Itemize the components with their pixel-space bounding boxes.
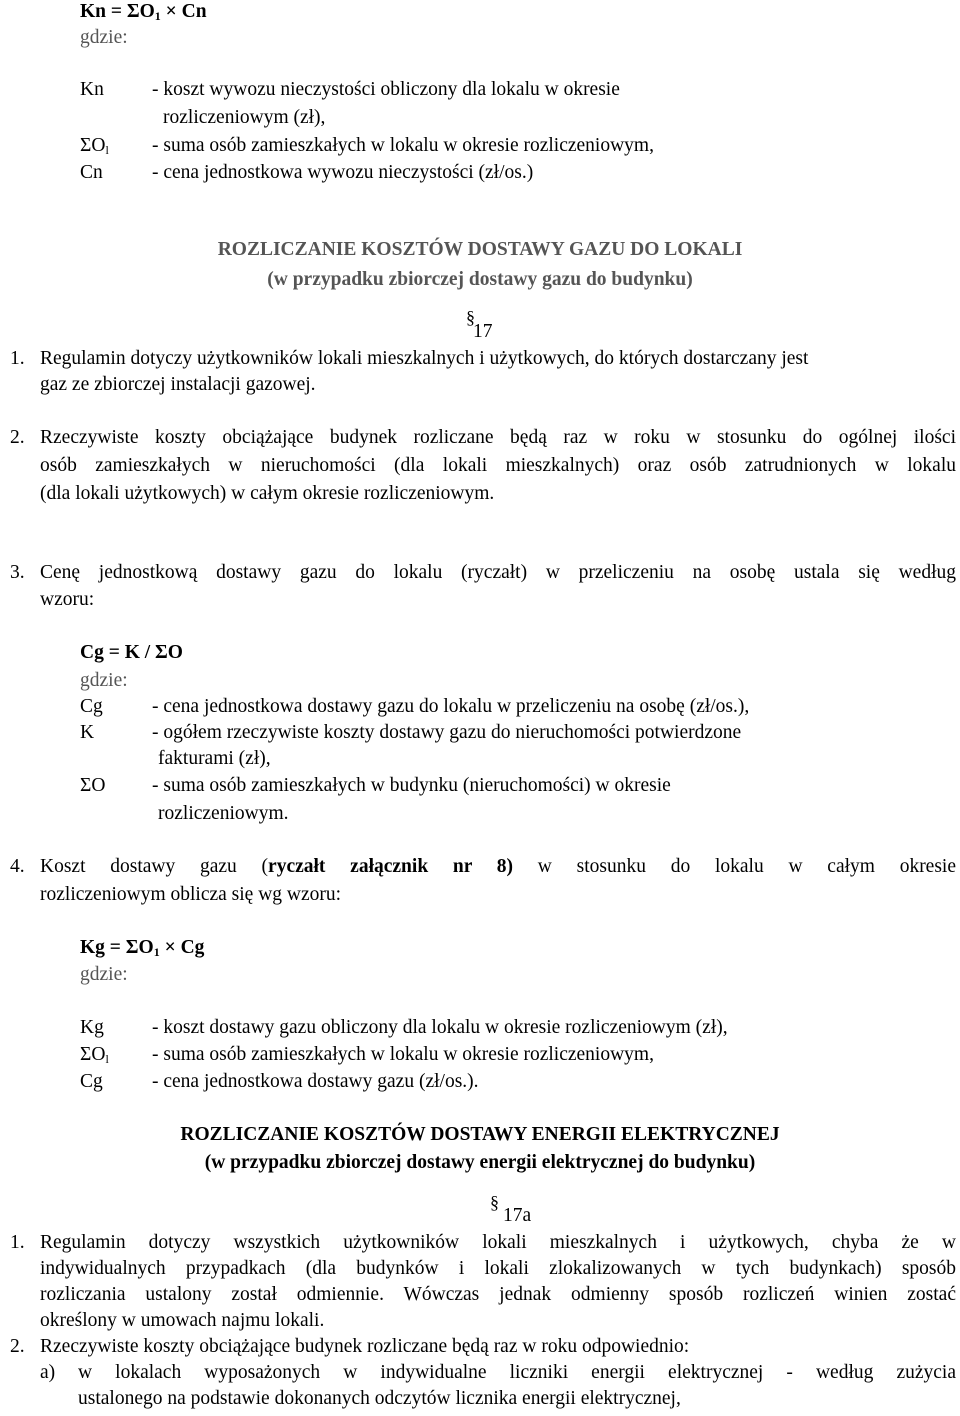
kg-gdzie-label: gdzie: [80, 964, 128, 985]
paragraph-line: rozliczania ustalony został odmiennie. Wówczas jednak odmienny sposób rozliczeń winien zostać [40, 1284, 956, 1305]
paragraph-number: 1. [10, 1232, 25, 1253]
elec-section-subheading: (w przypadku zbiorczej dostawy energii elektrycznej do budynku) [204, 1152, 756, 1173]
def-symbol: $\Sigma O_l$ [80, 135, 109, 157]
def-description: - cena jednostkowa dostawy gazu (zł/os.). [152, 1071, 479, 1092]
def-description: - cena jednostkowa dostawy gazu do lokalu w przeliczeniu na osobę (zł/os.), [152, 696, 750, 717]
kn-gdzie-label: gdzie: [80, 27, 128, 48]
def-symbol: Kn [80, 79, 104, 100]
paragraph-line: Rzeczywiste koszty obciążające budynek rozliczane będą raz w roku w stosunku do ogólnej ilości [40, 427, 956, 448]
list-item-label: a) [40, 1362, 56, 1383]
paragraph-line: wzoru: [40, 589, 95, 610]
def-symbol: Cg [80, 696, 103, 717]
kn-formula: $Kn = \Sigma O_1 \times Cn$ [80, 1, 207, 23]
section-number: 17a [503, 1205, 532, 1226]
gas-section-subheading: (w przypadku zbiorczej dostawy gazu do budynku) [267, 269, 693, 290]
paragraph-line: w lokalach wyposażonych w indywidualne liczniki energii elektrycznej - według zużycia [78, 1362, 956, 1383]
def-description: - suma osób zamieszkałych w lokalu w okresie rozliczeniowym, [152, 1044, 654, 1065]
paragraph-number: 3. [10, 562, 25, 583]
paragraph-line: Regulamin dotyczy wszystkich użytkowników lokali mieszkalnych i użytkowych, chyba że w [40, 1232, 956, 1253]
def-symbol: ΣO [80, 775, 106, 796]
paragraph-line: rozliczeniowym oblicza się wg wzoru: [40, 884, 342, 905]
paragraph-line: Koszt dostawy gazu (ryczałt załącznik nr 8) w stosunku do lokalu w całym okresie [40, 856, 957, 877]
def-description: rozliczeniowym. [158, 803, 289, 824]
elec-section-heading: ROZLICZANIE KOSZTÓW DOSTAWY ENERGII ELEKTRYCZNEJ [180, 1124, 780, 1145]
gas-section-heading: ROZLICZANIE KOSZTÓW DOSTAWY GAZU DO LOKALI [217, 239, 743, 260]
def-symbol: K [80, 722, 95, 743]
def-symbol: Cn [80, 162, 103, 183]
def-description: rozliczeniowym (zł), [163, 107, 326, 128]
paragraph-number: 2. [10, 1336, 25, 1357]
paragraph-line: Regulamin dotyczy użytkowników lokali mieszkalnych i użytkowych, do których dostarczany jest [40, 348, 809, 369]
kg-formula: $Kg = \Sigma O_1 \times Cg$ [80, 937, 205, 959]
def-description: - cena jednostkowa wywozu nieczystości (zł/os.) [152, 162, 534, 183]
paragraph-line: indywidualnych przypadkach (dla budynków i lokali zlokalizowanych w tych budynkach) sposób [40, 1258, 956, 1279]
paragraph-line: (dla lokali użytkowych) w całym okresie rozliczeniowym. [40, 483, 495, 504]
paragraph-line: określony w umowach najmu lokali. [40, 1310, 325, 1331]
paragraph-line: gaz ze zbiorczej instalacji gazowej. [40, 374, 316, 395]
cg-gdzie-label: gdzie: [80, 670, 128, 691]
paragraph-line: Cenę jednostkową dostawy gazu do lokalu (ryczałt) w przeliczeniu na osobę ustala się według [40, 562, 956, 583]
def-description: - suma osób zamieszkałych w lokalu w okresie rozliczeniowym, [152, 135, 654, 156]
section-sign: § [466, 307, 475, 327]
paragraph-number: 2. [10, 427, 25, 448]
section-number: 17 [473, 321, 493, 342]
def-description: fakturami (zł), [158, 748, 271, 769]
def-description: - suma osób zamieszkałych w budynku (nieruchomości) w okresie [152, 775, 671, 796]
def-symbol: Cg [80, 1071, 103, 1092]
paragraph-number: 1. [10, 348, 25, 369]
paragraph-line: Rzeczywiste koszty obciążające budynek rozliczane będą raz w roku odpowiednio: [40, 1336, 690, 1357]
def-description: - ogółem rzeczywiste koszty dostawy gazu do nieruchomości potwierdzone [152, 722, 742, 743]
paragraph-number: 4. [10, 856, 25, 877]
paragraph-line: ustalonego na podstawie dokonanych odczytów licznika energii elektrycznej, [78, 1388, 681, 1409]
paragraph-line: osób zamieszkałych w nieruchomości (dla lokali mieszkalnych) oraz osób zatrudnionych w lokalu [40, 455, 956, 476]
def-symbol: $\Sigma O_l$ [80, 1044, 109, 1066]
def-description: - koszt wywozu nieczystości obliczony dla lokalu w okresie [152, 79, 620, 100]
def-description: - koszt dostawy gazu obliczony dla lokalu w okresie rozliczeniowym (zł), [152, 1017, 728, 1038]
def-symbol: Kg [80, 1017, 104, 1038]
section-sign: § [490, 1192, 499, 1212]
cg-formula: Cg = K / ΣO [80, 642, 183, 663]
